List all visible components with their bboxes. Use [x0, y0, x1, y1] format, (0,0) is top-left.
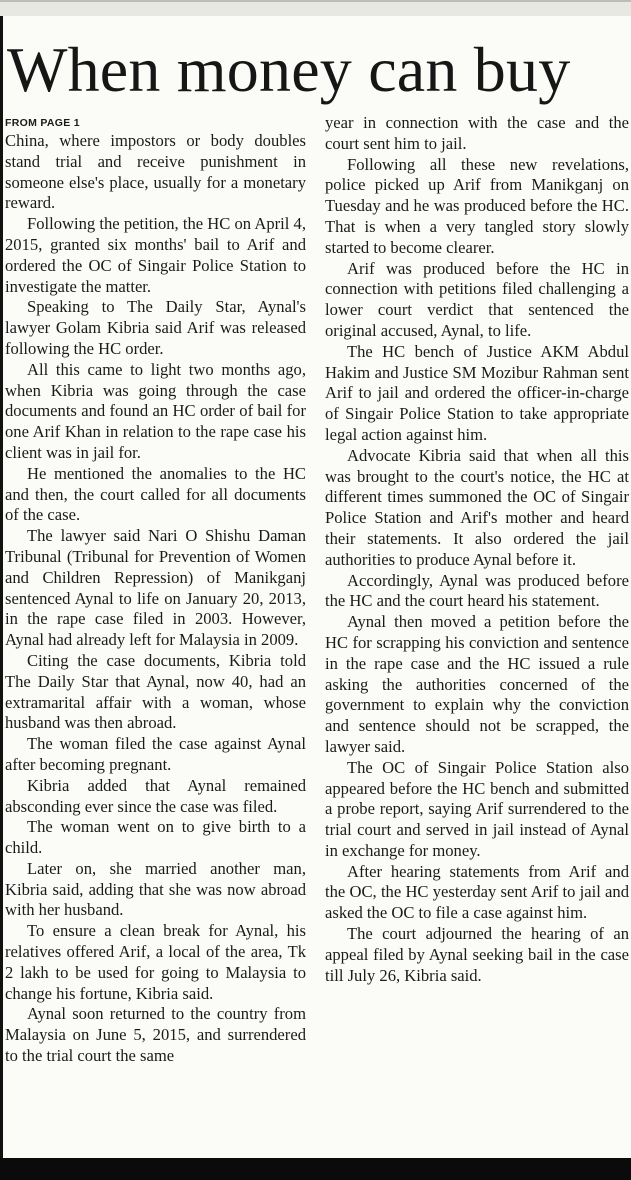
- paragraph: Accordingly, Aynal was produced before the HC and the court heard his statement.: [325, 570, 629, 611]
- paragraph: Aynal soon returned to the country from Malaysia on June 5, 2015, and surrendered to the trial court the same: [5, 1004, 306, 1066]
- paragraph: To ensure a clean break for Aynal, his relatives offered Arif, a local of the area, Tk 2 lakh to be used for going to Malaysia to change his fortune, Kibria said.: [5, 921, 306, 1003]
- newspaper-page: [3, 16, 631, 1158]
- paragraph: The court adjourned the hearing of an appeal filed by Aynal seeking bail in the case till July 26, Kibria said.: [325, 924, 629, 985]
- article-body: [3, 112, 631, 1158]
- top-edge-strip: [0, 0, 631, 16]
- paragraph: Kibria added that Aynal remained absconding ever since the case was filed.: [5, 775, 306, 816]
- right-column: [325, 113, 629, 986]
- paragraph: He mentioned the anomalies to the HC and then, the court called for all documents of the case.: [5, 463, 306, 525]
- paragraph: year in connection with the case and the court sent him to jail.: [325, 113, 629, 153]
- paragraph: The woman went on to give birth to a child.: [5, 817, 306, 858]
- paragraph: The lawyer said Nari O Shishu Daman Tribunal (Tribunal for Prevention of Women and Children Repression) of Manikganj sentenced Aynal to life on January 20, 2013, in the rape case filed in 2003. However, Aynal had already left for Malaysia in 2009.: [5, 526, 306, 650]
- paragraph: The OC of Singair Police Station also appeared before the HC bench and submitted a probe report, saying Arif surrendered to the trial court and served in jail instead of Aynal in exchange for money.: [325, 757, 629, 860]
- paragraph: Aynal then moved a petition before the HC for scrapping his conviction and sentence in the rape case and the HC issued a rule asking the authorities concerned of the government to explain why the conviction and sentence should not be scrapped, the lawyer said.: [325, 612, 629, 756]
- paragraph: Advocate Kibria said that when all this was brought to the court's notice, the HC at different times summoned the OC of Singair Police Station and Arif's mother and heard their statements. It also ordered the jail authorities to produce Aynal before it.: [325, 445, 629, 569]
- continuation-label: FROM PAGE 1: [5, 117, 80, 129]
- paragraph: All this came to light two months ago, when Kibria was going through the case documents and found an HC order of bail for one Arif Khan in relation to the rape case his client was in jail for.: [5, 359, 306, 462]
- paragraph: Citing the case documents, Kibria told The Daily Star that Aynal, now 40, had an extramarital affair with a woman, whose husband was then abroad.: [5, 650, 306, 733]
- paragraph: Following all these new revelations, police picked up Arif from Manikganj on Tuesday and he was produced before the HC. That is when a very tangled story slowly started to become clearer.: [325, 154, 629, 257]
- paragraph: Later on, she married another man, Kibria said, adding that she was now abroad with her husband.: [5, 858, 306, 920]
- paragraph: Speaking to The Daily Star, Aynal's lawyer Golam Kibria said Arif was released following the HC order.: [5, 297, 306, 358]
- paragraph: After hearing statements from Arif and the OC, the HC yesterday sent Arif to jail and asked the OC to file a case against him.: [325, 861, 629, 923]
- bottom-dark-edge: [0, 1158, 631, 1180]
- paragraph: Arif was produced before the HC in connection with petitions filed challenging a lower court verdict that sentenced the original accused, Aynal, to life.: [325, 258, 629, 340]
- paragraph: The woman filed the case against Aynal after becoming pregnant.: [5, 734, 306, 774]
- top-rule-line: [0, 0, 631, 2]
- article-headline: When money can buy: [7, 34, 571, 105]
- left-column: [5, 112, 306, 1067]
- paragraph: The HC bench of Justice AKM Abdul Hakim and Justice SM Mozibur Rahman sent Arif to jail and ordered the officer-in-charge of Singair Police Station to take appropriate legal action against him.: [325, 341, 629, 444]
- paragraph: China, where impostors or body doubles stand trial and receive punishment in someone else's place, usually for a monetary reward.: [5, 131, 306, 213]
- paragraph: Following the petition, the HC on April 4, 2015, granted six months' bail to Arif and ordered the OC of Singair Police Station to investigate the matter.: [5, 214, 306, 296]
